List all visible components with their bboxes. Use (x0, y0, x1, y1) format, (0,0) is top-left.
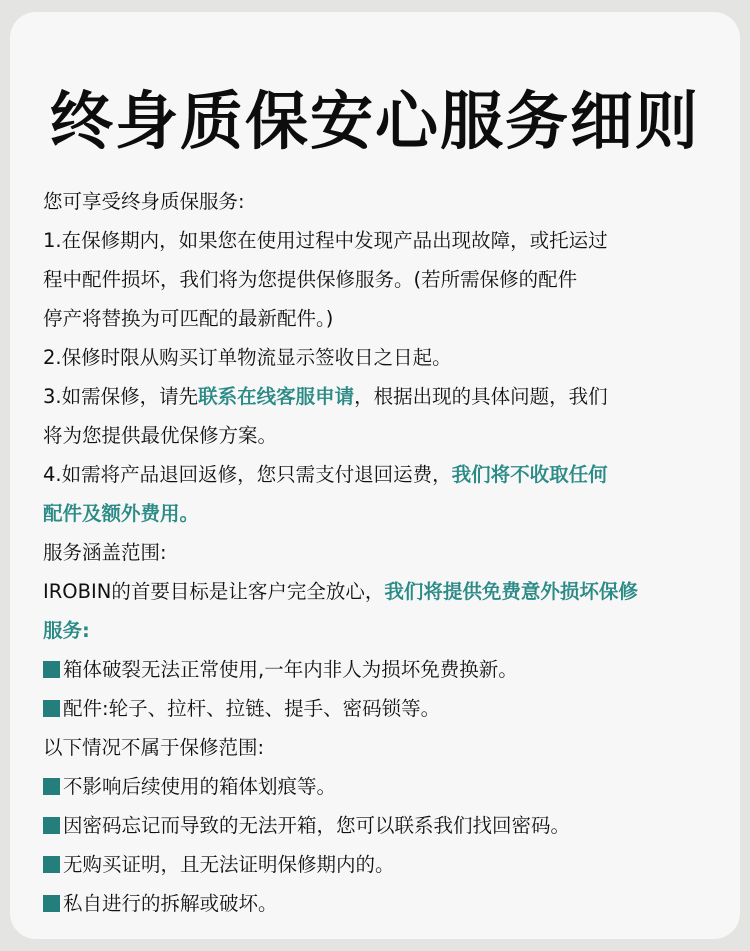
rule-3-line-1 (43, 377, 748, 416)
square-bullet-icon (43, 817, 60, 834)
rule-1-line-3: 停产将替换为可匹配的最新配件。) (43, 307, 334, 330)
coverage-line-1 (43, 572, 748, 611)
exclusion-item-4-text: 私自进行的拆解或破坏。 (63, 892, 278, 915)
rule-4-highlight-a: 我们将不收取任何 (451, 463, 608, 486)
rule-3-line-2: 将为您提供最优保修方案。 (43, 424, 278, 447)
exclusion-item-4 (43, 884, 748, 923)
coverage-highlight-a: 我们将提供免费意外损坏保修 (384, 580, 638, 603)
intro-heading: 您可享受终身质保服务: (43, 190, 245, 213)
rule-4-line-1 (43, 455, 748, 494)
coverage-item-1 (43, 650, 748, 689)
page-title: 终身质保安心服务细则 (50, 85, 700, 158)
rules-card (10, 12, 740, 939)
exclusion-heading: 以下情况不属于保修范围: (43, 736, 265, 759)
coverage-item-1-text: 箱体破裂无法正常使用,一年内非人为损坏免费换新。 (63, 658, 518, 681)
square-bullet-icon (43, 700, 60, 717)
exclusion-item-2-text: 因密码忘记而导致的无法开箱，您可以联系我们找回密码。 (63, 814, 571, 837)
coverage-item-2-text: 配件:轮子、拉杆、拉链、提手、密码锁等。 (63, 697, 441, 720)
exclusion-item-2 (43, 806, 748, 845)
rule-1-line-2: 程中配件损坏，我们将为您提供保修服务。(若所需保修的配件 (43, 268, 578, 291)
coverage-text-a: IROBIN的首要目标是让客户完全放心， (43, 580, 385, 603)
rule-1-line-1: 1.在保修期内，如果您在使用过程中发现产品出现故障，或托运过 (43, 229, 608, 252)
rule-2: 2.保修时限从购买订单物流显示签收日之日起。 (43, 346, 452, 369)
square-bullet-icon (43, 778, 60, 795)
rule-4-highlight-b: 配件及额外费用。 (43, 502, 200, 525)
coverage-highlight-b: 服务: (43, 619, 90, 642)
exclusion-item-3-text: 无购买证明，且无法证明保修期内的。 (63, 853, 395, 876)
exclusion-item-3 (43, 845, 748, 884)
square-bullet-icon (43, 661, 60, 678)
square-bullet-icon (43, 895, 60, 912)
rule-3-text-a: 3.如需保修，请先 (43, 385, 199, 408)
coverage-heading: 服务涵盖范围: (43, 541, 167, 564)
exclusion-item-1 (43, 767, 748, 806)
rule-4-text-a: 4.如需将产品退回返修，您只需支付退回运费， (43, 463, 452, 486)
exclusion-item-1-text: 不影响后续使用的箱体划痕等。 (63, 775, 337, 798)
rule-3-text-c: ，根据出现的具体问题，我们 (354, 385, 608, 408)
contact-support-link[interactable]: 联系在线客服申请 (198, 385, 355, 408)
square-bullet-icon (43, 856, 60, 873)
coverage-item-2 (43, 689, 748, 728)
rules-body (43, 182, 748, 923)
